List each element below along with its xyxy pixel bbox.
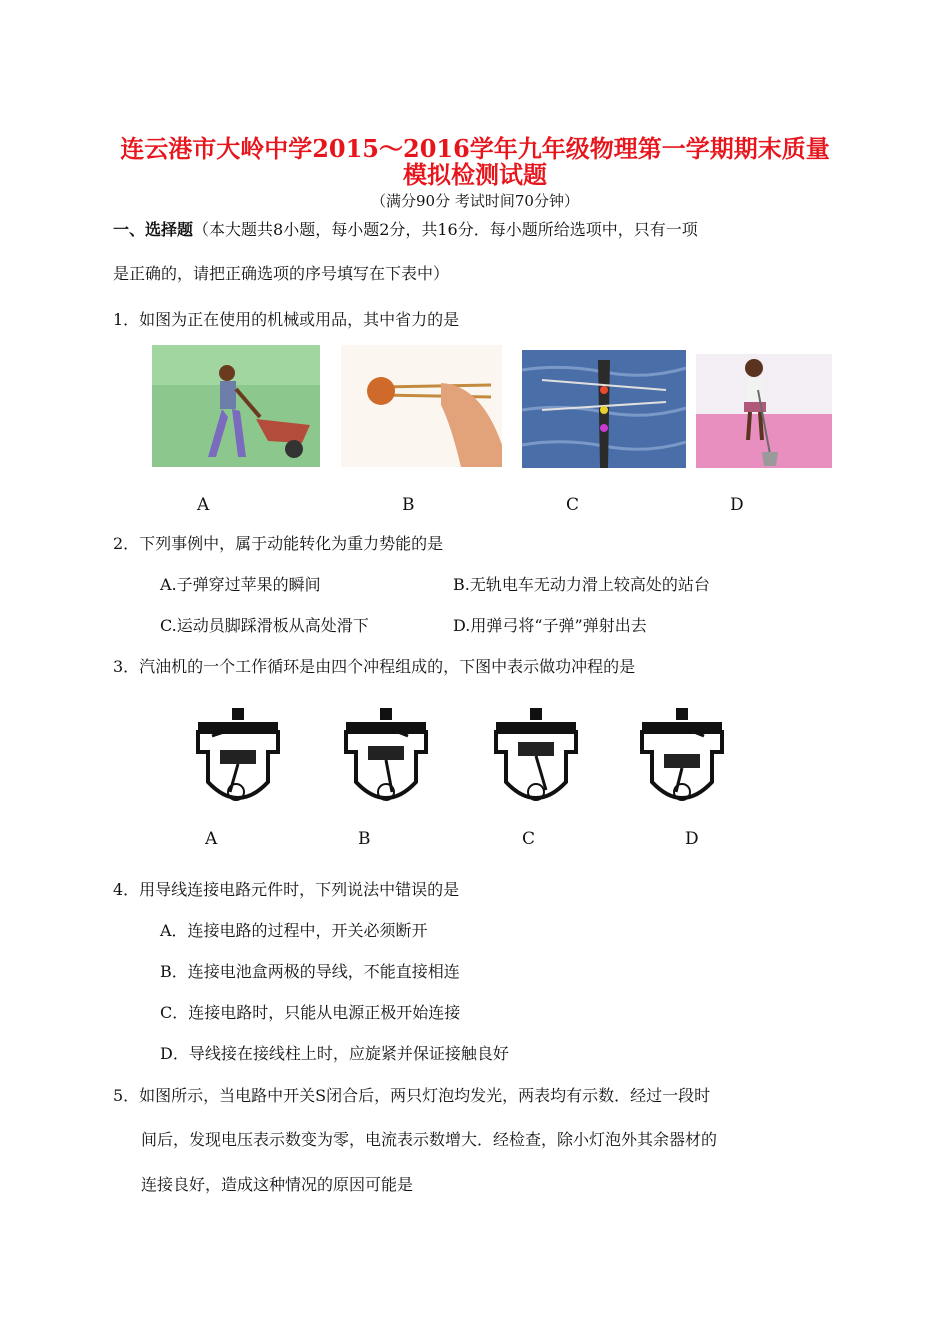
- q2-option-d: D.用弹弓将“子弹”弹射出去: [453, 616, 647, 635]
- q3-stem: 3．汽油机的一个工作循环是由四个冲程组成的，下图中表示做功冲程的是: [113, 657, 636, 676]
- q2-option-b: B.无轨电车无动力滑上较高处的站台: [453, 575, 710, 594]
- section1-intro-line1: [113, 220, 698, 240]
- exam-subtitle: （满分90分 考试时间70分钟）: [371, 192, 579, 210]
- engine-stroke-c-diagram: [476, 702, 596, 812]
- chopsticks-image: [341, 345, 502, 467]
- q4-option-c: C．连接电路时，只能从电源正极开始连接: [160, 1003, 461, 1022]
- q4-option-d: D．导线接在接线柱上时，应旋紧并保证接触良好: [160, 1044, 509, 1063]
- section1-intro-a: （本大题共8小题，每小题2分，共16分．每小题所给选项中，只有一项: [193, 220, 698, 239]
- broom-child-image: [696, 354, 832, 468]
- q5-line1: 5．如图所示，当电路中开关S闭合后，两只灯泡均发光，两表均有示数．经过一段时: [113, 1086, 711, 1105]
- q3-label-c: C: [522, 829, 536, 849]
- q1-label-d: D: [730, 495, 744, 515]
- exam-title-line2: 模拟检测试题: [403, 160, 547, 189]
- q2-option-c: C.运动员脚踩滑板从高处滑下: [160, 616, 369, 635]
- engine-stroke-d-diagram: [622, 702, 742, 812]
- q4-stem: 4．用导线连接电路元件时，下列说法中错误的是: [113, 880, 460, 899]
- exam-title-line1: 连云港市大岭中学2015～2016学年九年级物理第一学期期末质量: [120, 134, 830, 163]
- q2-stem: 2．下列事例中，属于动能转化为重力势能的是: [113, 534, 444, 553]
- q1-stem: 1．如图为正在使用的机械或用品，其中省力的是: [113, 310, 460, 329]
- engine-stroke-a-diagram: [178, 702, 298, 812]
- q4-option-b: B．连接电池盒两极的导线，不能直接相连: [160, 962, 460, 981]
- section1-intro-b: 是正确的，请把正确选项的序号填写在下表中）: [113, 264, 450, 283]
- section1-heading: 一、选择题: [113, 220, 194, 239]
- q5-line2: 间后，发现电压表示数变为零，电流表示数增大．经检查，除小灯泡外其余器材的: [141, 1130, 718, 1149]
- q2-option-a: A.子弹穿过苹果的瞬间: [160, 575, 321, 594]
- q3-label-b: B: [358, 829, 371, 849]
- q4-option-a: A．连接电路的过程中，开关必须断开: [160, 921, 428, 940]
- wheelbarrow-image: [152, 345, 320, 467]
- engine-stroke-b-diagram: [326, 702, 446, 812]
- q1-label-b: B: [402, 495, 415, 515]
- q5-line3: 连接良好，造成这种情况的原因可能是: [141, 1175, 414, 1194]
- q3-label-a: A: [205, 829, 218, 849]
- q1-label-a: A: [197, 495, 210, 515]
- q3-label-d: D: [685, 829, 699, 849]
- rowing-boat-image: [522, 350, 686, 468]
- q1-label-c: C: [566, 495, 580, 515]
